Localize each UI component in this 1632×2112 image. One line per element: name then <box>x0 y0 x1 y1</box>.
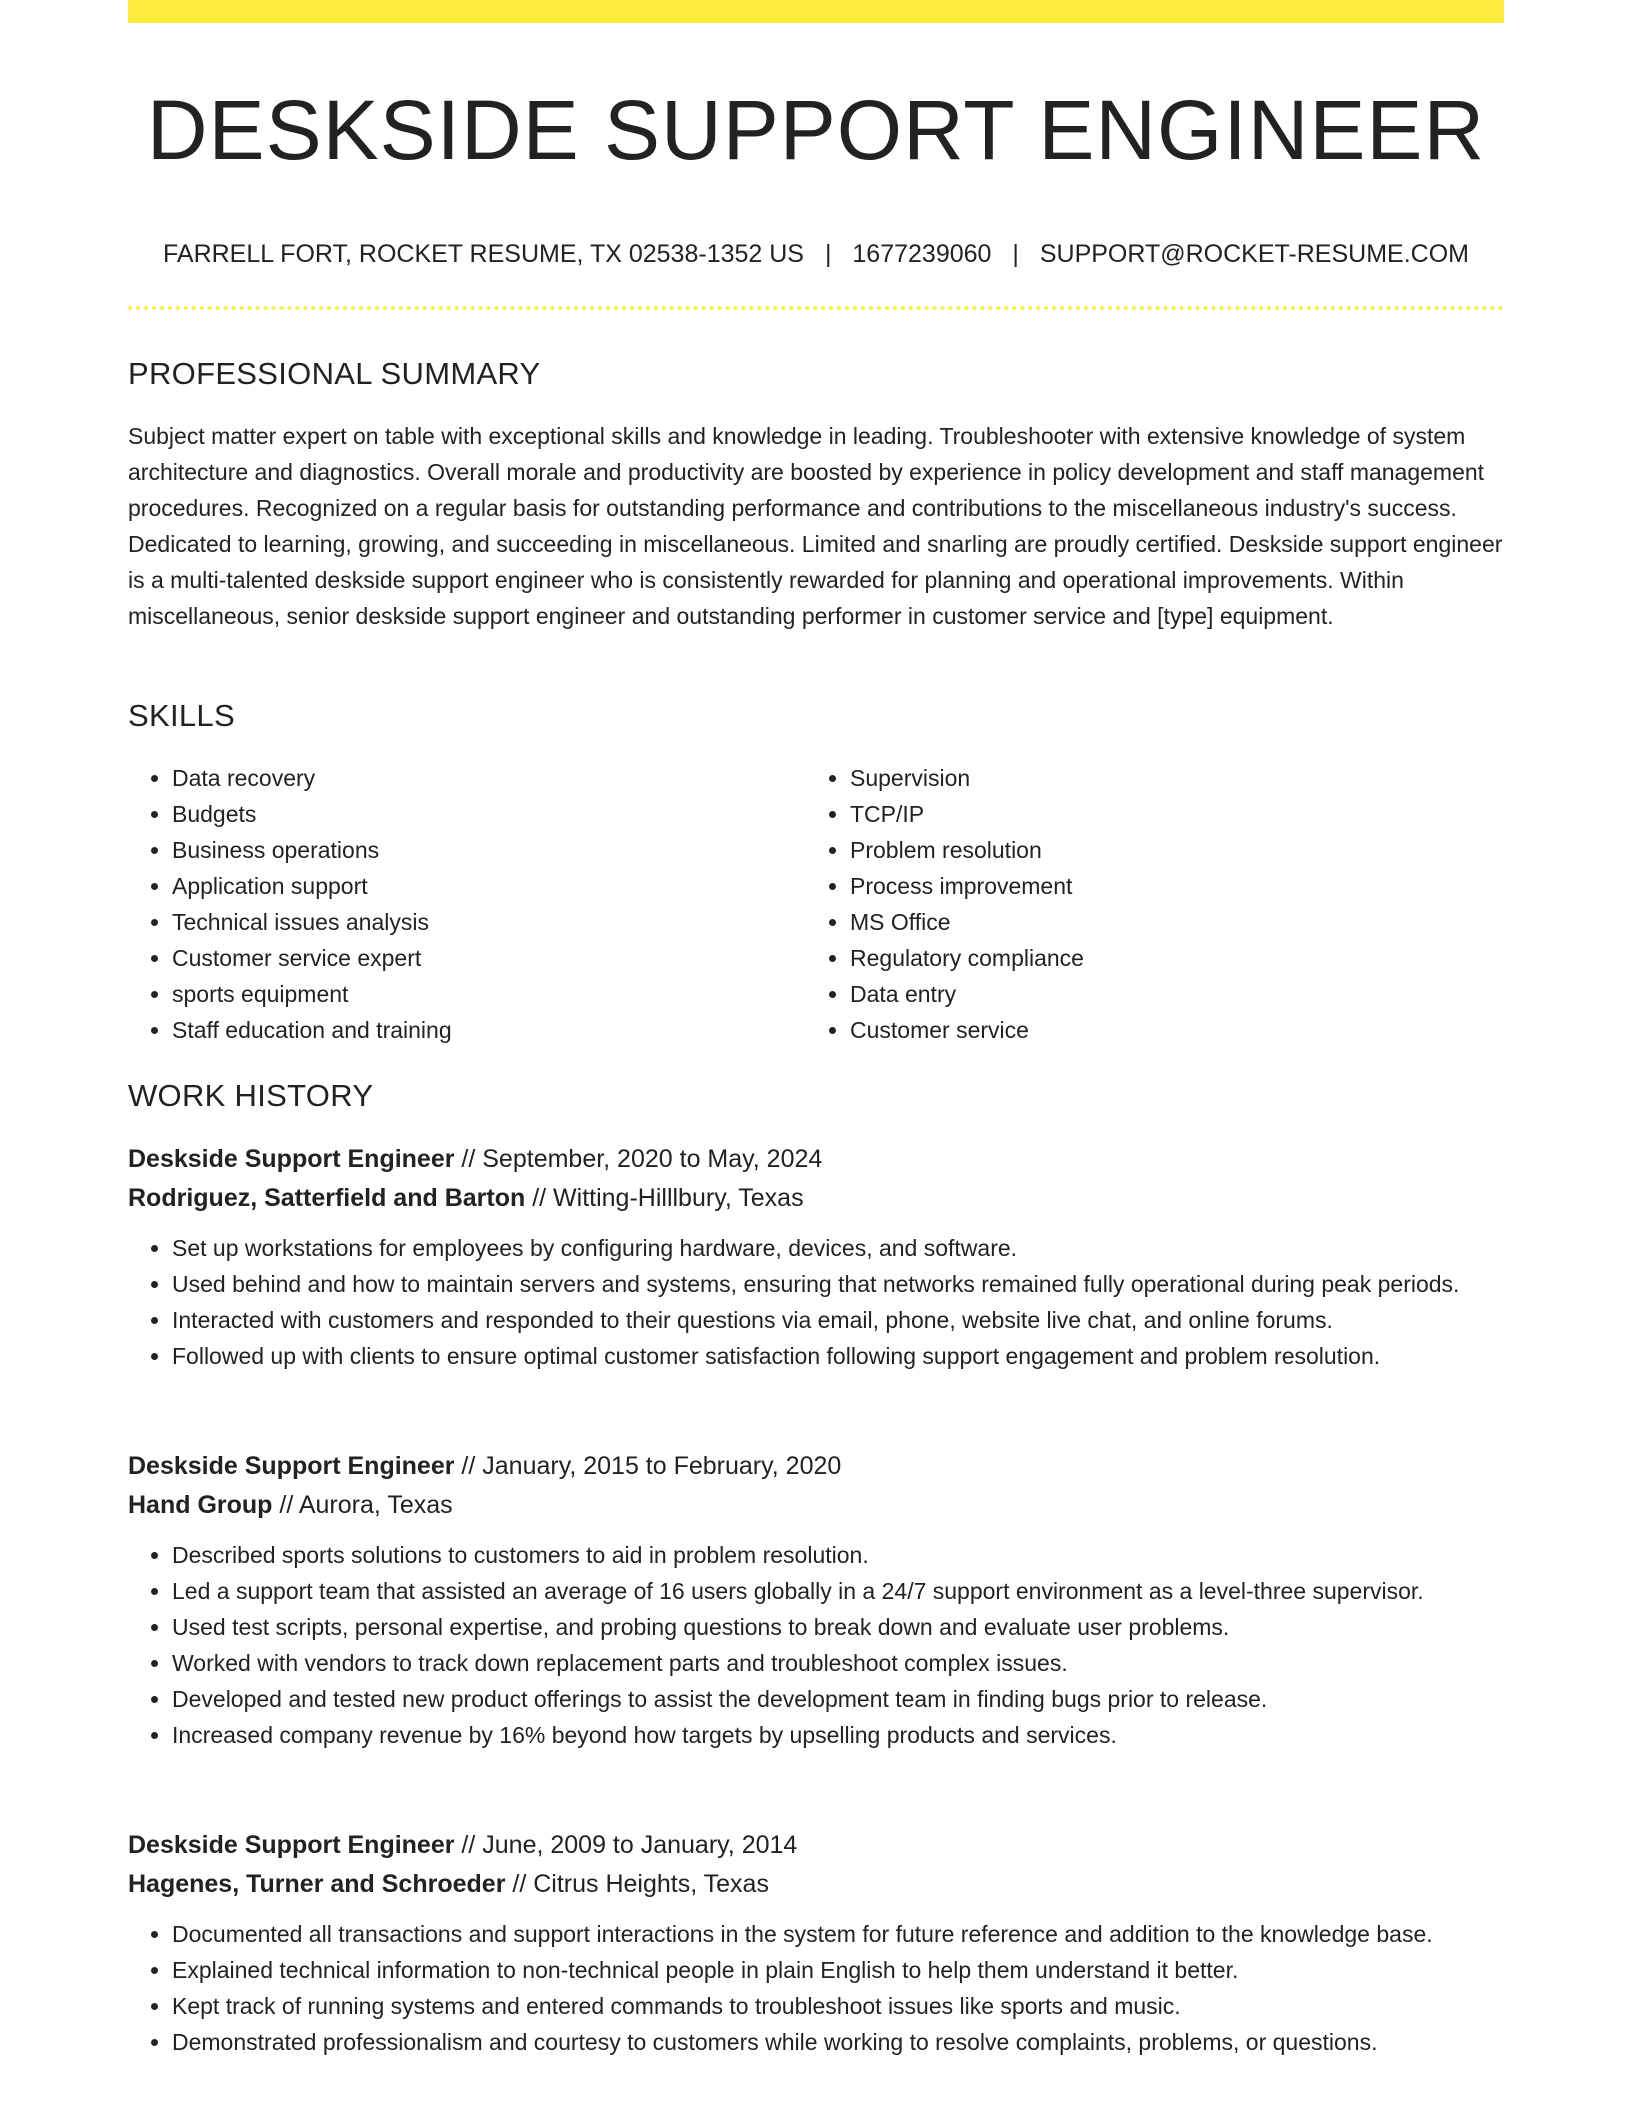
contact-phone: 1677239060 <box>852 240 992 268</box>
job-company: Rodriguez, Satterfield and Barton <box>128 1184 526 1212</box>
job-dates: // June, 2009 to January, 2014 <box>461 1831 798 1859</box>
job-bullet: • Demonstrated professionalism and courtesy to customers while working to resolve complaints, problems, or questions. <box>172 2024 1504 2060</box>
job-bullet: • Followed up with clients to ensure optimal customer satisfaction following support engagement and problem resolution. <box>172 1338 1504 1374</box>
work-history-heading: WORK HISTORY <box>128 1078 374 1113</box>
job-bullet: • Developed and tested new product offerings to assist the development team in finding bugs prior to release. <box>172 1681 1504 1717</box>
job-company-line <box>128 1179 1504 1218</box>
job-bullets <box>128 1230 1504 1374</box>
job-dates: // January, 2015 to February, 2020 <box>461 1452 842 1480</box>
job-bullet: • Set up workstations for employees by configuring hardware, devices, and software. <box>172 1230 1504 1266</box>
contact-separator: | <box>1012 240 1019 268</box>
skills-left-column <box>128 760 768 1048</box>
job-bullet: • Explained technical information to non-technical people in plain English to help them understand it better. <box>172 1952 1504 1988</box>
skill-item: • Budgets <box>172 796 768 832</box>
job-bullet: • Used test scripts, personal expertise, and probing questions to break down and evaluate user problems. <box>172 1609 1504 1645</box>
job-location: // Aurora, Texas <box>279 1491 453 1519</box>
skill-item: • Technical issues analysis <box>172 904 768 940</box>
skill-item: • Problem resolution <box>850 832 1446 868</box>
resume-title: DESKSIDE SUPPORT ENGINEER <box>146 83 1486 177</box>
summary-heading: PROFESSIONAL SUMMARY <box>128 356 541 391</box>
job-bullet: • Interacted with customers and responded to their questions via email, phone, website live chat, and online forums. <box>172 1302 1504 1338</box>
contact-address: FARRELL FORT, ROCKET RESUME, TX 02538-1352 US <box>163 240 804 268</box>
job-title: Deskside Support Engineer <box>128 1145 455 1173</box>
top-accent-bar <box>128 0 1504 23</box>
skill-item: • Process improvement <box>850 868 1446 904</box>
job-bullets <box>128 1537 1504 1753</box>
job-dates: // September, 2020 to May, 2024 <box>461 1145 823 1173</box>
summary-text: Subject matter expert on table with exceptional skills and knowledge in leading. Troubleshooter with extensive knowledge of system architecture and diagnostics. Overall morale and productivity are boosted by experience in policy development and staff management procedures. Recognized on a regular basis for outstanding performance and contributions to the miscellaneous industry's success. Dedicated to learning, growing, and succeeding in miscellaneous. Limited and snarling are proudly certified. Deskside support engineer is a multi-talented deskside support engineer who is consistently rewarded for planning and operational improvements. Within miscellaneous, senior deskside support engineer and outstanding performer in customer service and [type] equipment. <box>128 423 1503 629</box>
job-bullet: • Described sports solutions to customers to aid in problem resolution. <box>172 1537 1504 1573</box>
skills-right-column <box>806 760 1446 1048</box>
skills-list-right <box>806 760 1446 1048</box>
job-bullet: • Used behind and how to maintain servers and systems, ensuring that networks remained fully operational during peak periods. <box>172 1266 1504 1302</box>
skills-heading: SKILLS <box>128 698 235 733</box>
skill-item: • Customer service expert <box>172 940 768 976</box>
contact-email: SUPPORT@ROCKET-RESUME.COM <box>1039 240 1469 268</box>
job-entry <box>128 1447 1504 1753</box>
skill-item: • TCP/IP <box>850 796 1446 832</box>
job-company-line <box>128 1486 1504 1525</box>
job-title: Deskside Support Engineer <box>128 1831 455 1859</box>
job-title-line <box>128 1826 1504 1865</box>
skills-list-left <box>128 760 768 1048</box>
skill-item: • Staff education and training <box>172 1012 768 1048</box>
job-company: Hand Group <box>128 1491 273 1519</box>
job-entry <box>128 1140 1504 1374</box>
job-entry <box>128 1826 1504 2060</box>
job-location: // Citrus Heights, Texas <box>512 1870 769 1898</box>
dotted-divider <box>128 306 1504 310</box>
job-bullet: • Led a support team that assisted an average of 16 users globally in a 24/7 support environment as a level-three supervisor. <box>172 1573 1504 1609</box>
job-bullet: • Documented all transactions and support interactions in the system for future reference and addition to the knowledge base. <box>172 1916 1504 1952</box>
job-bullet: • Increased company revenue by 16% beyond how targets by upselling products and services. <box>172 1717 1504 1753</box>
job-company-line <box>128 1865 1504 1904</box>
skill-item: • Application support <box>172 868 768 904</box>
job-title: Deskside Support Engineer <box>128 1452 455 1480</box>
job-bullet: • Worked with vendors to track down replacement parts and troubleshoot complex issues. <box>172 1645 1504 1681</box>
skill-item: • Business operations <box>172 832 768 868</box>
job-title-line <box>128 1447 1504 1486</box>
job-bullets <box>128 1916 1504 2060</box>
job-title-line <box>128 1140 1504 1179</box>
job-location: // Witting-Hilllbury, Texas <box>532 1184 804 1212</box>
contact-line <box>128 236 1504 272</box>
skill-item: • Data entry <box>850 976 1446 1012</box>
skill-item: • Customer service <box>850 1012 1446 1048</box>
contact-separator: | <box>824 240 832 268</box>
skill-item: • MS Office <box>850 904 1446 940</box>
skill-item: • Data recovery <box>172 760 768 796</box>
skill-item: • Regulatory compliance <box>850 940 1446 976</box>
job-company: Hagenes, Turner and Schroeder <box>128 1870 506 1898</box>
skill-item: • Supervision <box>850 760 1446 796</box>
skill-item: • sports equipment <box>172 976 768 1012</box>
job-bullet: • Kept track of running systems and entered commands to troubleshoot issues like sports and music. <box>172 1988 1504 2024</box>
